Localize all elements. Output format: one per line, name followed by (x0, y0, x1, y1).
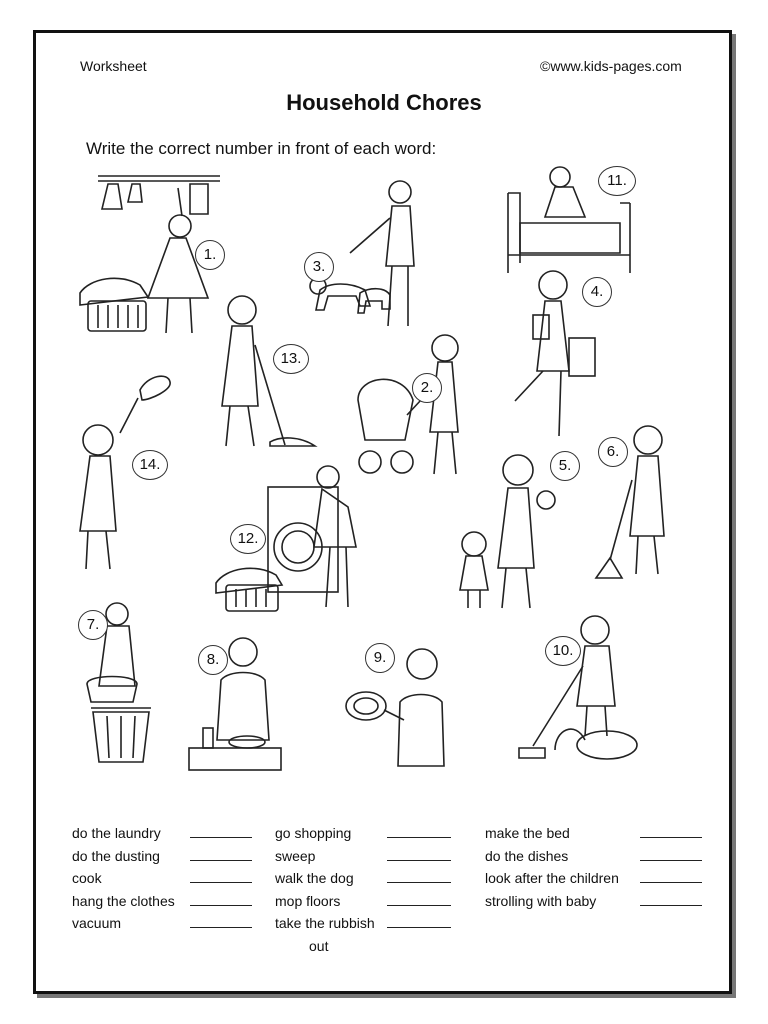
copyright-icon: © (540, 58, 551, 74)
picture-number-2: 2. (412, 373, 442, 403)
word-label: go shopping (275, 825, 352, 841)
answer-blank[interactable] (640, 870, 702, 883)
picture-number-8: 8. (198, 645, 228, 675)
picture-number-7: 7. (78, 610, 108, 640)
answer-blank[interactable] (190, 915, 252, 928)
word-row (485, 825, 705, 848)
picture-number-4: 4. (582, 277, 612, 307)
answer-blank[interactable] (387, 870, 451, 883)
woman-looking-after-children-icon (450, 448, 565, 613)
word-label: make the bed (485, 825, 570, 841)
picture-number-13: 13. (273, 344, 309, 374)
copyright-line (540, 58, 682, 74)
word-row (485, 848, 705, 871)
word-label: out (309, 937, 329, 954)
woman-vacuuming-icon (515, 610, 650, 765)
picture-number-12: 12. (230, 524, 266, 554)
word-label: look after the children (485, 870, 619, 886)
word-label: cook (72, 870, 102, 886)
picture-number-1: 1. (195, 240, 225, 270)
picture-number-10: 10. (545, 636, 581, 666)
word-column-1 (72, 825, 257, 938)
word-row (485, 893, 705, 916)
word-row (72, 848, 257, 871)
picture-number-6: 6. (598, 437, 628, 467)
word-row (275, 825, 455, 848)
answer-blank[interactable] (190, 893, 252, 906)
word-row (275, 938, 455, 961)
word-label: do the laundry (72, 825, 161, 841)
instruction-text: Write the correct number in front of each word: (86, 139, 437, 158)
answer-blank[interactable] (387, 825, 451, 838)
word-row (275, 870, 455, 893)
word-row (72, 893, 257, 916)
picture-number-14: 14. (132, 450, 168, 480)
word-label: mop floors (275, 892, 341, 909)
picture-number-11: 11. (598, 166, 636, 196)
answer-blank[interactable] (190, 825, 252, 838)
word-column-2 (275, 825, 455, 960)
answer-blank[interactable] (387, 915, 451, 928)
word-row (275, 848, 455, 871)
word-row (72, 825, 257, 848)
word-label: do the dusting (72, 847, 160, 864)
answer-blank[interactable] (640, 848, 702, 861)
answer-blank[interactable] (640, 893, 702, 906)
picture-number-9: 9. (365, 643, 395, 673)
worksheet-label: Worksheet (80, 58, 147, 74)
word-row (275, 893, 455, 916)
answer-blank[interactable] (387, 848, 451, 861)
picture-number-5: 5. (550, 451, 580, 481)
word-label: strolling with baby (485, 892, 597, 909)
word-label: do the dishes (485, 847, 569, 864)
word-label: walk the dog (275, 870, 354, 886)
word-label: vacuum (72, 915, 122, 931)
word-label: sweep (275, 847, 316, 864)
site-name: www.kids-pages.com (550, 58, 682, 74)
word-label: take the rubbish (275, 915, 375, 931)
word-row (485, 870, 705, 893)
word-row (72, 870, 257, 893)
answer-blank[interactable] (190, 870, 252, 883)
answer-blank[interactable] (640, 825, 702, 838)
answer-blank[interactable] (190, 848, 252, 861)
word-column-3 (485, 825, 705, 915)
word-label: hang the clothes (72, 892, 175, 909)
page-title: Household Chores (286, 90, 482, 115)
answer-blank[interactable] (387, 893, 451, 906)
woman-doing-dishes-icon (340, 640, 450, 770)
word-row (275, 915, 455, 938)
word-row (72, 915, 257, 938)
woman-mopping-floor-icon (200, 290, 325, 460)
picture-number-3: 3. (304, 252, 334, 282)
